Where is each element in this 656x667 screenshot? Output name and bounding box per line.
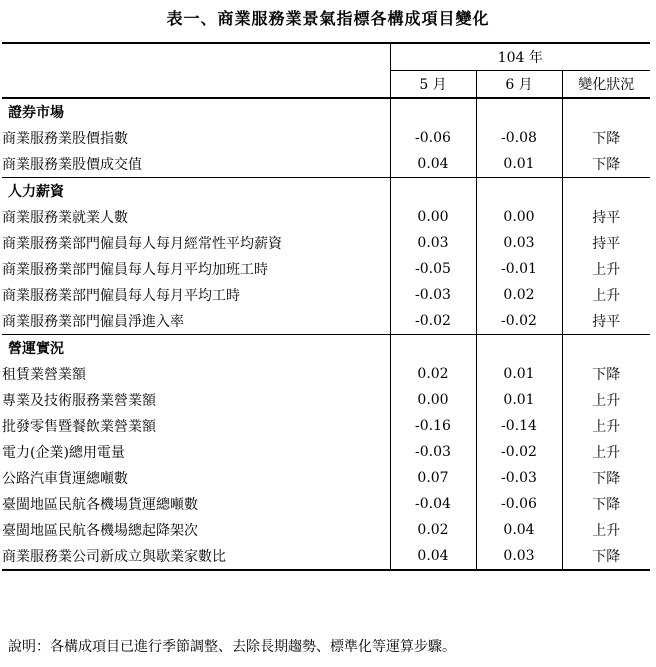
table-row: [2, 439, 650, 465]
empty-cell: [476, 335, 562, 362]
month-header-jun: 6 月: [476, 71, 562, 99]
empty-cell: [476, 98, 562, 125]
change-status: 持平: [562, 230, 650, 256]
value-may: 0.04: [390, 151, 476, 178]
change-status: 上升: [562, 282, 650, 308]
row-label: 商業服務業部門僱員每人每月經常性平均薪資: [2, 236, 282, 252]
empty-cell: [476, 178, 562, 205]
value-jun: 0.04: [476, 517, 562, 543]
table-row: [2, 308, 650, 335]
footnote: 說明：各構成項目已進行季節調整、去除長期趨勢、標準化等運算步驟。: [8, 639, 456, 655]
section-row: [2, 178, 650, 205]
empty-cell: [390, 178, 476, 205]
change-status: 下降: [562, 491, 650, 517]
change-status: 上升: [562, 387, 650, 413]
table-row: [2, 282, 650, 308]
value-may: 0.02: [390, 517, 476, 543]
value-jun: -0.06: [476, 491, 562, 517]
value-may: -0.16: [390, 413, 476, 439]
change-status: 下降: [562, 125, 650, 151]
value-may: 0.04: [390, 543, 476, 570]
table-row: [2, 517, 650, 543]
empty-cell: [390, 98, 476, 125]
table-row: [2, 491, 650, 517]
change-status: 上升: [562, 517, 650, 543]
table-row: [2, 543, 650, 570]
header-blank-cell: [2, 43, 390, 71]
value-jun: 0.01: [476, 151, 562, 178]
change-status: 下降: [562, 151, 650, 178]
section-heading: 營運實況: [2, 335, 390, 362]
empty-cell: [562, 98, 650, 125]
row-label: 臺閩地區民航各機場總起降架次: [2, 523, 198, 539]
value-may: -0.06: [390, 125, 476, 151]
empty-cell: [390, 335, 476, 362]
value-jun: -0.08: [476, 125, 562, 151]
table-row: [2, 151, 650, 178]
value-jun: -0.14: [476, 413, 562, 439]
change-status: 上升: [562, 439, 650, 465]
value-jun: -0.03: [476, 465, 562, 491]
row-label: 商業服務業股價指數: [2, 131, 128, 147]
row-label: 公路汽車貨運總噸數: [2, 471, 128, 487]
row-label: 批發零售暨餐飲業營業額: [2, 419, 156, 435]
table-row: [2, 387, 650, 413]
value-may: 0.00: [390, 204, 476, 230]
row-label: 商業服務業部門僱員每人每月平均加班工時: [2, 262, 268, 278]
section-heading: 證券市場: [8, 105, 64, 121]
table-row: [2, 204, 650, 230]
indicator-table: [2, 42, 650, 571]
month-header-may: 5 月: [390, 71, 476, 99]
table-row: [2, 256, 650, 282]
row-label: 商業服務業公司新成立與歇業家數比: [2, 543, 390, 570]
row-label: 電力(企業)總用電量: [2, 445, 125, 461]
change-status: 下降: [562, 543, 650, 570]
row-label: 商業服務業部門僱員淨進入率: [2, 314, 184, 330]
value-may: 0.02: [390, 361, 476, 387]
value-may: 0.07: [390, 465, 476, 491]
row-label: 臺閩地區民航各機場貨運總噸數: [2, 497, 198, 513]
change-status: 持平: [562, 308, 650, 335]
value-jun: -0.01: [476, 256, 562, 282]
table-row: [2, 465, 650, 491]
value-may: -0.03: [390, 282, 476, 308]
row-label: 租賃業營業額: [2, 367, 86, 383]
value-jun: 0.01: [476, 387, 562, 413]
value-may: 0.03: [390, 230, 476, 256]
change-header: 變化狀況: [562, 71, 650, 99]
change-status: 持平: [562, 204, 650, 230]
row-label: 商業服務業股價成交值: [2, 157, 142, 173]
year-header: 104 年: [390, 43, 650, 71]
section-row: [2, 335, 650, 362]
value-jun: -0.02: [476, 308, 562, 335]
empty-cell: [562, 335, 650, 362]
table-row: [2, 361, 650, 387]
empty-cell: [562, 178, 650, 205]
table-title: 表一、商業服務業景氣指標各構成項目變化: [166, 9, 490, 28]
table-row: [2, 413, 650, 439]
value-jun: -0.02: [476, 439, 562, 465]
row-label: 專業及技術服務業營業額: [2, 393, 156, 409]
header-blank-cell: [2, 71, 390, 99]
value-jun: 0.03: [476, 543, 562, 570]
row-label: 商業服務業就業人數: [2, 210, 128, 226]
row-label: 商業服務業部門僱員每人每月平均工時: [2, 288, 240, 304]
value-jun: 0.00: [476, 204, 562, 230]
section-row: [2, 98, 650, 125]
section-heading: 人力薪資: [2, 178, 390, 205]
value-jun: 0.03: [476, 230, 562, 256]
value-may: -0.05: [390, 256, 476, 282]
value-may: -0.03: [390, 439, 476, 465]
change-status: 上升: [562, 413, 650, 439]
value-jun: 0.01: [476, 361, 562, 387]
value-may: -0.04: [390, 491, 476, 517]
value-may: 0.00: [390, 387, 476, 413]
value-may: -0.02: [390, 308, 476, 335]
table-row: [2, 230, 650, 256]
table-row: [2, 125, 650, 151]
change-status: 下降: [562, 361, 650, 387]
value-jun: 0.02: [476, 282, 562, 308]
change-status: 上升: [562, 256, 650, 282]
change-status: 下降: [562, 465, 650, 491]
